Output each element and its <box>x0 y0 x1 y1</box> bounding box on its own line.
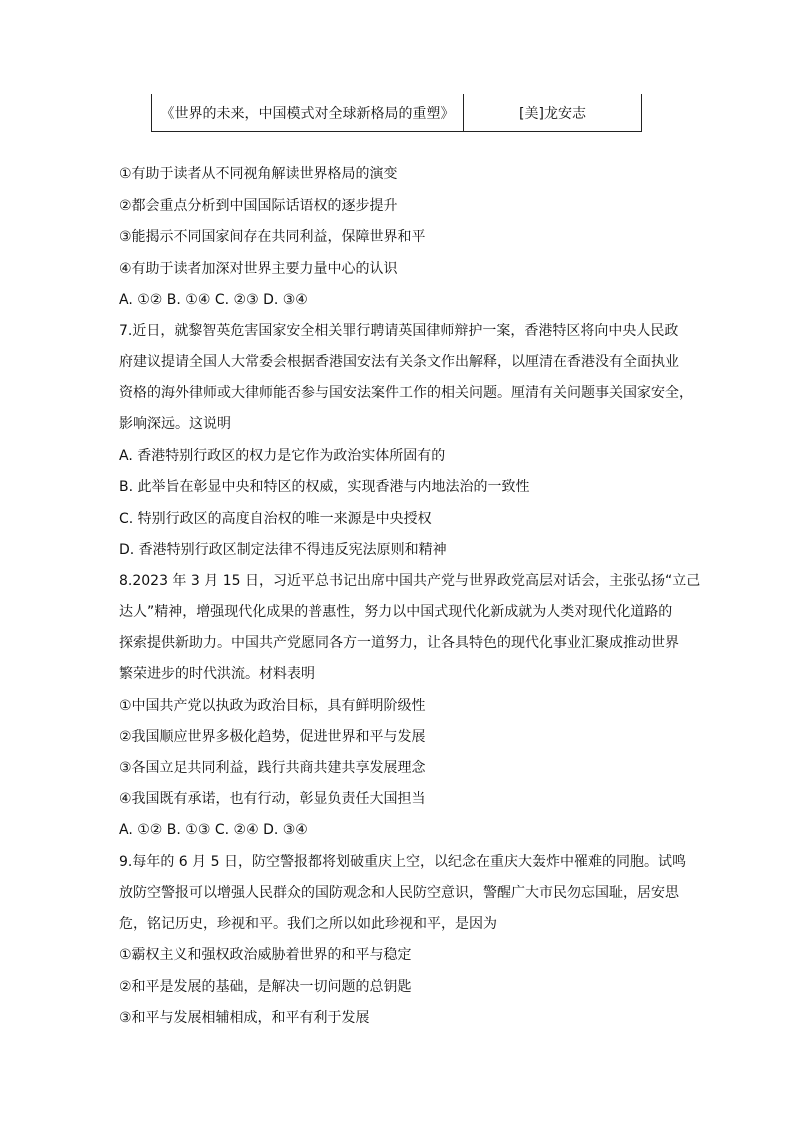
q7-choice-d: D. 香港特别行政区制定法律不得违反宪法原则和精神 <box>119 542 447 558</box>
q8-option-4: ④我国既有承诺，也有行动，彰显负责任大国担当 <box>119 791 426 807</box>
q8-answer-choices: A. ①② B. ①③ C. ②④ D. ③④ <box>119 822 308 838</box>
q8-stem-line-2: 达人”精神，增强现代化成果的普惠性，努力以中国式现代化新成就为人类对现代化道路的 <box>119 604 673 620</box>
q7-choice-c: C. 特别行政区的高度自治权的唯一来源是中央授权 <box>119 511 432 527</box>
q9-stem-line-1: 9.每年的 6 月 5 日，防空警报都将划破重庆上空，以纪念在重庆大轰炸中罹难的同胞。试鸣 <box>119 854 686 870</box>
q6-option-2: ②都会重点分析到中国国际话语权的逐步提升 <box>119 198 398 214</box>
q8-option-1: ①中国共产党以执政为政治目标，具有鲜明阶级性 <box>119 698 426 714</box>
q6-option-4: ④有助于读者加深对世界主要力量中心的认识 <box>119 261 398 277</box>
q8-stem-line-1: 8.2023 年 3 月 15 日，习近平总书记出席中国共产党与世界政党高层对话会，主张弘扬“立己 <box>119 573 701 589</box>
q6-option-1: ①有助于读者从不同视角解读世界格局的演变 <box>119 166 398 182</box>
q7-stem-line-1: 7.近日，就黎智英危害国家安全相关罪行聘请英国律师辩护一案，香港特区将向中央人民政 <box>119 323 679 339</box>
q7-stem-line-4: 影响深远。这说明 <box>119 416 231 432</box>
q8-option-2: ②我国顺应世界多极化趋势，促进世界和平与发展 <box>119 729 426 745</box>
q9-option-1: ①霸权主义和强权政治威胁着世界的和平与稳定 <box>119 947 412 963</box>
q6-option-3: ③能揭示不同国家间存在共同利益，保障世界和平 <box>119 229 426 245</box>
q9-stem-line-3: 危，铭记历史，珍视和平。我们之所以如此珍视和平，是因为 <box>119 916 497 932</box>
q9-stem-line-2: 放防空警报可以增强人民群众的国防观念和人民防空意识，警醒广大市民勿忘国耻，居安思 <box>119 885 679 901</box>
q8-stem-line-3: 探索提供新助力。中国共产党愿同各方一道努力，让各具特色的现代化事业汇聚成推动世界 <box>119 635 679 651</box>
q9-option-3: ③和平与发展相辅相成，和平有利于发展 <box>119 1010 370 1026</box>
book-title-cell: 《世界的未来，中国模式对全球新格局的重塑》 <box>152 94 464 131</box>
q9-option-2: ②和平是发展的基础，是解决一切问题的总钥匙 <box>119 979 412 995</box>
book-table-row <box>151 94 642 132</box>
q8-option-3: ③各国立足共同利益，践行共商共建共享发展理念 <box>119 760 426 776</box>
q7-choice-b: B. 此举旨在彰显中央和特区的权威，实现香港与内地法治的一致性 <box>119 479 530 495</box>
book-author-cell: [美]龙安志 <box>519 105 586 122</box>
q8-stem-line-4: 繁荣进步的时代洪流。材料表明 <box>119 666 315 682</box>
q7-choice-a: A. 香港特别行政区的权力是它作为政治实体所固有的 <box>119 448 446 464</box>
q6-answer-choices: A. ①② B. ①④ C. ②③ D. ③④ <box>119 292 308 308</box>
q7-stem-line-3: 资格的海外律师或大律师能否参与国安法案件工作的相关问题。厘清有关问题事关国家安全， <box>119 385 693 401</box>
q7-stem-line-2: 府建议提请全国人大常委会根据香港国安法有关条文作出解释，以厘清在香港没有全面执业 <box>119 354 679 370</box>
